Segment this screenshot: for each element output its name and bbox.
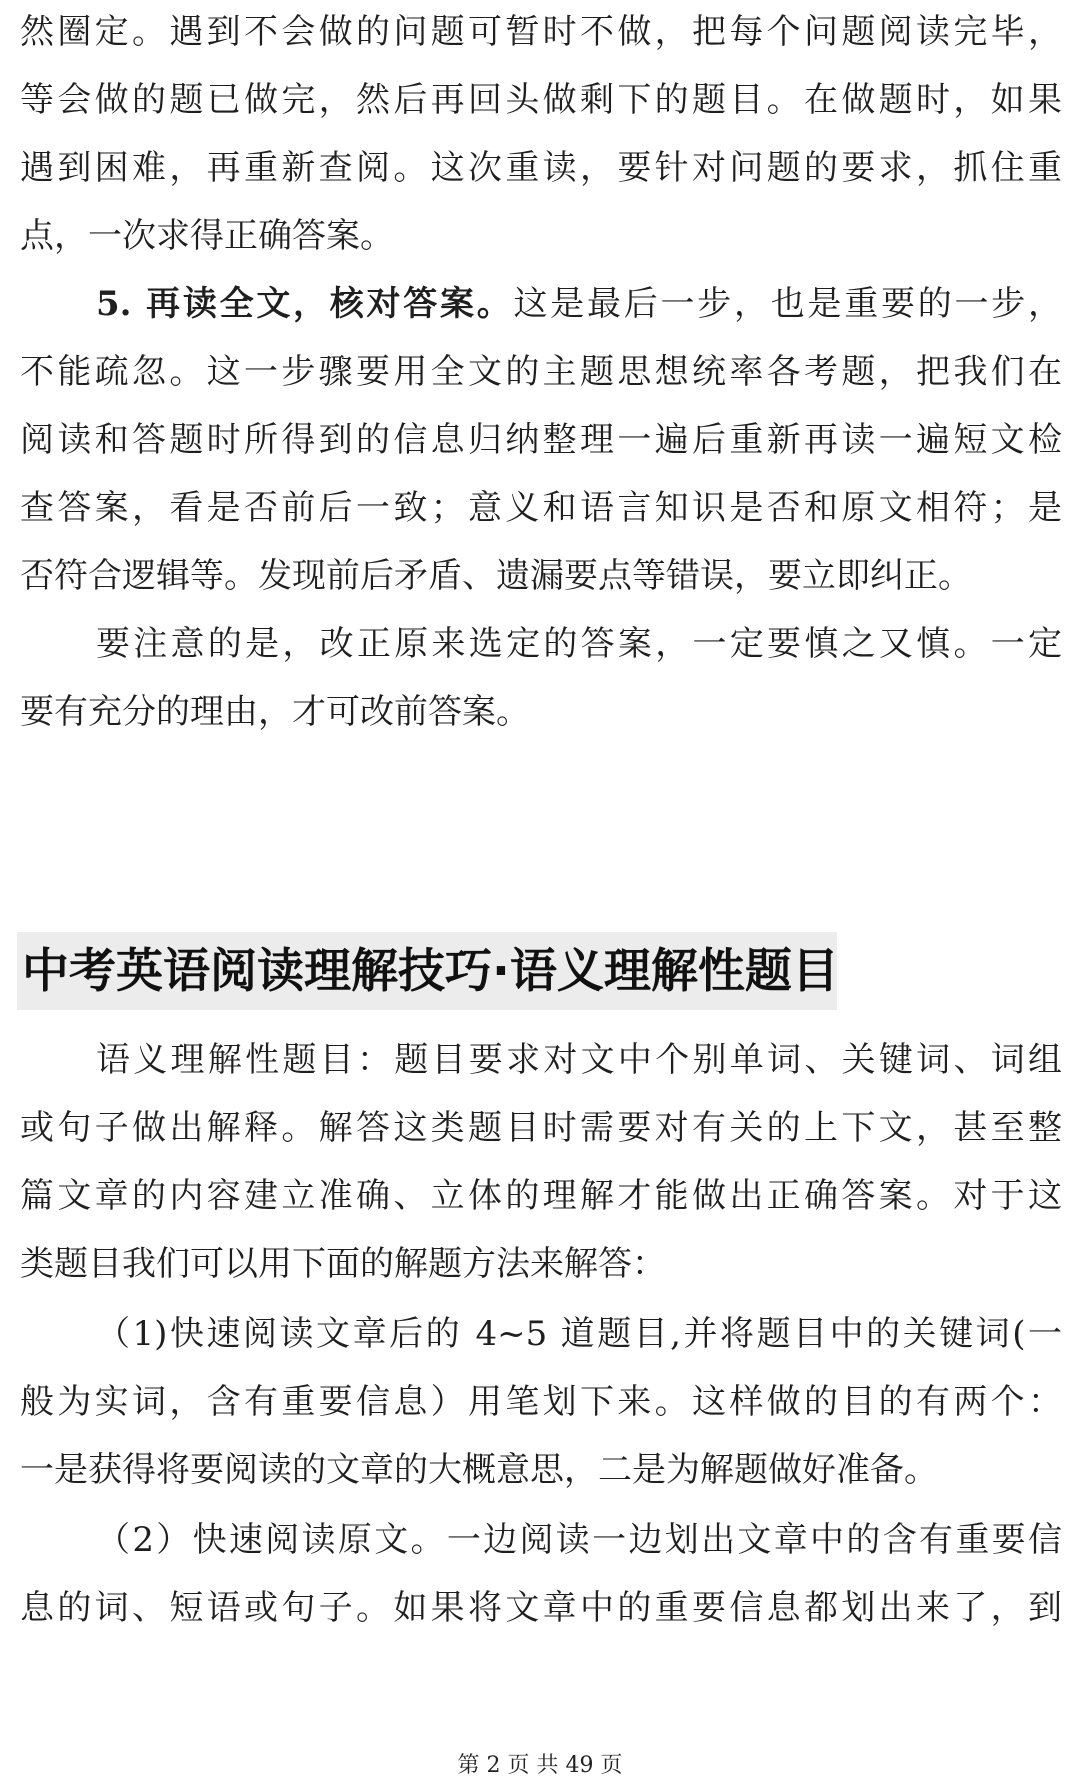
paragraph-line: 点，一次求得正确答案。 (20, 216, 394, 256)
paragraph-line: 要注意的是，改正原来选定的答案，一定要慎之又慎。一定 (96, 624, 1062, 664)
section-heading: 中考英语阅读理解技巧·语义理解性题目 (22, 944, 839, 999)
paragraph-line: 或句子做出解释。解答这类题目时需要对有关的上下文，甚至整 (20, 1108, 1062, 1148)
paragraph-line: 然圈定。遇到不会做的问题可暂时不做，把每个问题阅读完毕， (20, 12, 1062, 52)
step-lead-text: 这是最后一步，也是重要的一步， (513, 284, 1062, 324)
paragraph-line: 息的词、短语或句子。如果将文章中的重要信息都划出来了，到 (20, 1588, 1062, 1628)
paragraph-line: 类题目我们可以用下面的解题方法来解答： (20, 1244, 666, 1284)
paragraph-line: （2）快速阅读原文。一边阅读一边划出文章中的含有重要信 (96, 1520, 1062, 1560)
paragraph-line: 查答案，看是否前后一致；意义和语言知识是否和原文相符；是 (20, 488, 1062, 528)
paragraph-line: 篇文章的内容建立准确、立体的理解才能做出正确答案。对于这 (20, 1176, 1062, 1216)
step-heading: 5. 再读全文，核对答案。 (96, 284, 514, 324)
paragraph-line: 要有充分的理由，才可改前答案。 (20, 692, 530, 732)
paragraph-line: 否符合逻辑等。发现前后矛盾、遗漏要点等错误，要立即纠正。 (20, 556, 972, 596)
paragraph-line: 语义理解性题目：题目要求对文中个别单词、关键词、词组 (96, 1040, 1062, 1080)
paragraph-line: 不能疏忽。这一步骤要用全文的主题思想统率各考题，把我们在 (20, 352, 1062, 392)
paragraph-line: 般为实词，含有重要信息）用笔划下来。这样做的目的有两个： (20, 1382, 1062, 1422)
paragraph-lead-line (96, 284, 1062, 324)
paragraph-line: 等会做的题已做完，然后再回头做剩下的题目。在做题时，如果 (20, 80, 1062, 120)
paragraph-line: 一是获得将要阅读的文章的大概意思，二是为解题做好准备。 (20, 1450, 938, 1490)
paragraph-line: 阅读和答题时所得到的信息归纳整理一遍后重新再读一遍短文检 (20, 420, 1062, 460)
paragraph-line: 遇到困难，再重新查阅。这次重读，要针对问题的要求，抓住重 (20, 148, 1062, 188)
page-number-footer: 第 2 页 共 49 页 (457, 1753, 623, 1778)
paragraph-line: （1)快速阅读文章后的 4~5 道题目,并将题目中的关键词(一 (96, 1314, 1062, 1354)
